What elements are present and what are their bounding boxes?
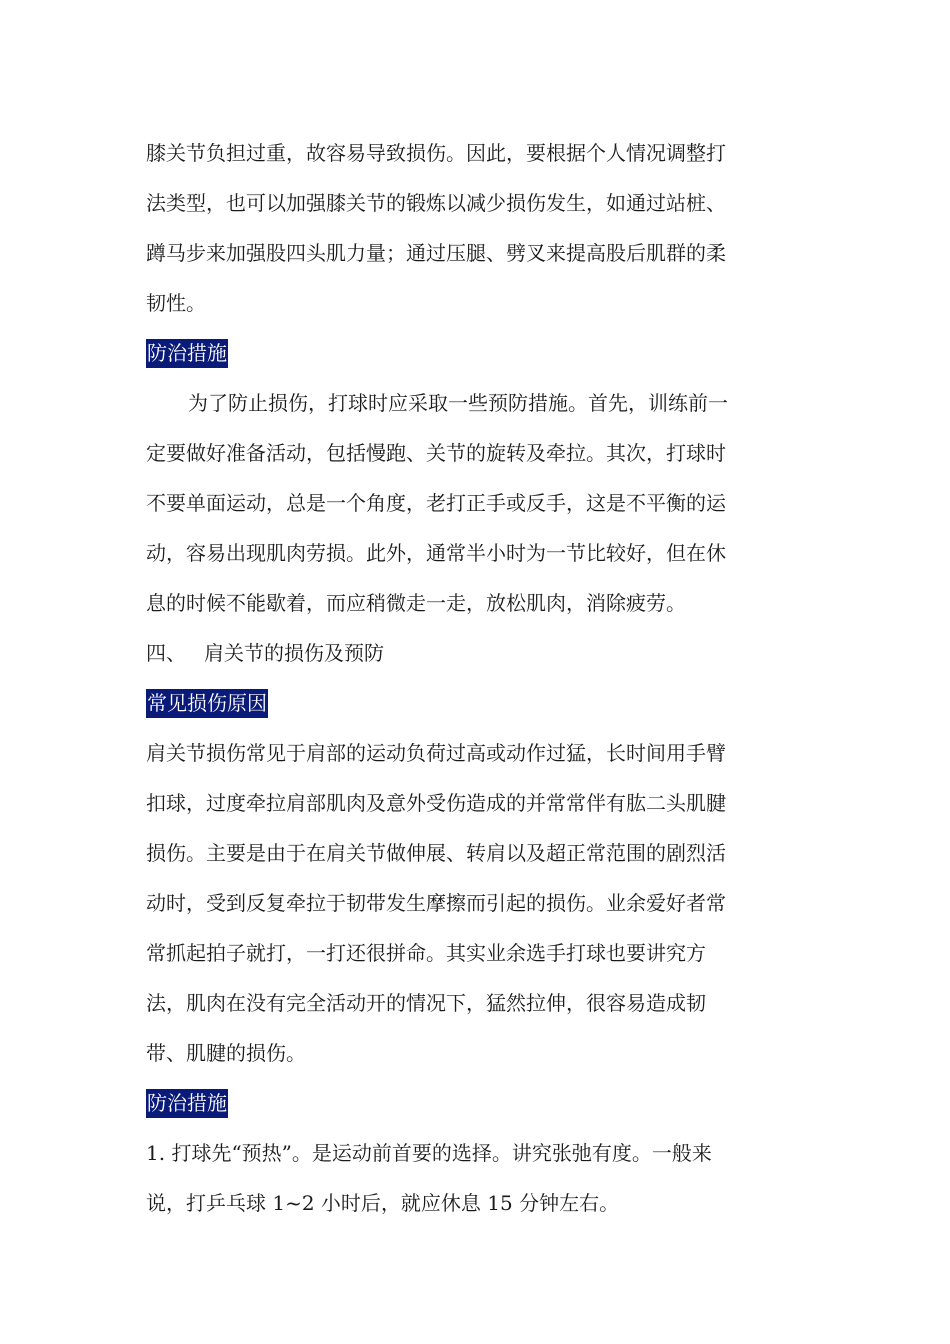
highlighted-heading: 防治措施 xyxy=(146,339,228,368)
text-line: 损伤。主要是由于在肩关节做伸展、转肩以及超正常范围的剧烈活 xyxy=(146,841,726,865)
highlighted-heading: 常见损伤原因 xyxy=(146,689,268,718)
text-line: 蹲马步来加强股四头肌力量；通过压腿、劈叉来提高股后肌群的柔 xyxy=(146,241,726,265)
text-line: 韧性。 xyxy=(146,291,206,315)
section-number: 四、 xyxy=(146,641,186,665)
text-line: 带、肌腱的损伤。 xyxy=(146,1041,306,1065)
paragraph-prevention-1 xyxy=(146,378,806,628)
text-line: 肩关节损伤常见于肩部的运动负荷过高或动作过猛，长时间用手臂 xyxy=(146,741,726,765)
paragraph-knee xyxy=(146,128,806,328)
text-line: 动，容易出现肌肉劳损。此外，通常半小时为一节比较好，但在休 xyxy=(146,541,726,565)
text-line: 常抓起拍子就打，一打还很拼命。其实业余选手打球也要讲究方 xyxy=(146,941,706,965)
text-line: 1. 打球先“预热”。是运动前首要的选择。讲究张弛有度。一般来 xyxy=(146,1141,712,1165)
paragraph-item-1 xyxy=(146,1128,806,1228)
text-line: 息的时候不能歇着，而应稍微走一走，放松肌肉，消除疲劳。 xyxy=(146,591,686,615)
text-line: 扣球，过度牵拉肩部肌肉及意外受伤造成的并常常伴有肱二头肌腱 xyxy=(146,791,726,815)
text-line: 膝关节负担过重，故容易导致损伤。因此，要根据个人情况调整打 xyxy=(146,141,726,165)
highlighted-heading: 防治措施 xyxy=(146,1089,228,1118)
text-line: 定要做好准备活动，包括慢跑、关节的旋转及牵拉。其次，打球时 xyxy=(146,441,726,465)
text-line: 动时，受到反复牵拉于韧带发生摩擦而引起的损伤。业余爱好者常 xyxy=(146,891,726,915)
section-heading-four xyxy=(146,628,806,678)
document-page xyxy=(146,128,806,1228)
paragraph-causes xyxy=(146,728,806,1078)
section-title: 肩关节的损伤及预防 xyxy=(204,641,384,665)
heading-prevention-1 xyxy=(146,328,806,378)
heading-prevention-2 xyxy=(146,1078,806,1128)
text-line: 说，打乒乓球 1~2 小时后，就应休息 15 分钟左右。 xyxy=(146,1191,620,1215)
text-line: 为了防止损伤，打球时应采取一些预防措施。首先，训练前一 xyxy=(188,391,728,415)
heading-causes xyxy=(146,678,806,728)
text-line: 不要单面运动，总是一个角度，老打正手或反手，这是不平衡的运 xyxy=(146,491,726,515)
text-line: 法，肌肉在没有完全活动开的情况下，猛然拉伸，很容易造成韧 xyxy=(146,991,706,1015)
text-line: 法类型，也可以加强膝关节的锻炼以减少损伤发生，如通过站桩、 xyxy=(146,191,726,215)
